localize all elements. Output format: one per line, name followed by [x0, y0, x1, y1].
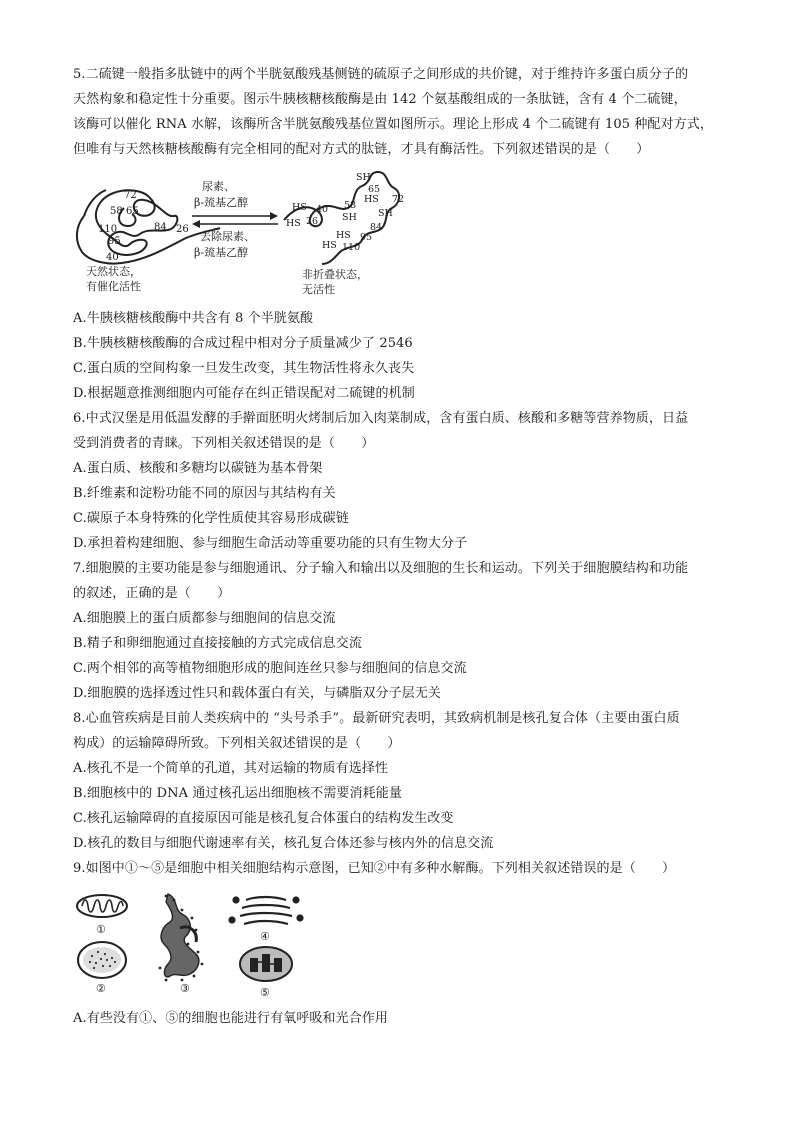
thiol-label: SH: [342, 212, 357, 223]
residue-label: 72: [392, 194, 405, 205]
residue-label: 72: [124, 190, 137, 201]
residue-label: 110: [342, 242, 361, 253]
q6-option-a: A.蛋白质、核酸和多糖均以碳链为基本骨架: [73, 461, 323, 476]
endoplasmic-reticulum-icon: [159, 894, 204, 981]
organelle-label-4: ④: [260, 930, 270, 943]
q5-stem-line-3: 该酶可以催化 RNA 水解，该酶所含半胱氨酸残基位置如图所示。理论上形成 4 个二硫键有 105 种配对方式，: [73, 117, 713, 132]
unfolded-residue-labels: [286, 172, 404, 253]
residue-label: 26: [306, 216, 319, 227]
residue-label: 84: [370, 222, 383, 233]
native-residue-numbers: [98, 190, 189, 263]
q7-option-d: D.细胞膜的选择透过性只和载体蛋白有关，与磷脂双分子层无关: [73, 686, 441, 701]
reaction-arrows: [192, 212, 278, 228]
residue-label: 26: [176, 224, 189, 235]
q8-option-a: A.核孔不是一个简单的孔道，其对运输的物质有选择性: [73, 761, 389, 776]
chloroplast-icon: [240, 947, 292, 981]
residue-label: 40: [106, 252, 119, 263]
lysosome-icon: [78, 942, 126, 978]
mitochondrion-icon: [77, 895, 127, 917]
organelle-label-2: ②: [96, 982, 106, 995]
residue-label: 84: [154, 222, 167, 233]
residue-label: 58: [110, 206, 123, 217]
organelle-label-5: ⑤: [260, 986, 270, 999]
q6-option-d: D.承担着构建细胞、参与细胞生命活动等重要功能的只有生物大分子: [73, 536, 468, 551]
q8-option-b: B.细胞核中的 DNA 通过核孔运出细胞核不需要消耗能量: [73, 786, 402, 801]
thiol-label: HS: [336, 230, 351, 241]
q7-option-a: A.细胞膜上的蛋白质都参与细胞间的信息交流: [73, 611, 336, 626]
residue-label: 95: [108, 236, 121, 247]
q9-option-a: A.有些没有①、⑤的细胞也能进行有氧呼吸和光合作用: [73, 1011, 389, 1026]
thiol-label: HS: [322, 240, 337, 251]
q5-stem-line-2: 天然构象和稳定性十分重要。图示牛胰核糖核酸酶是由 142 个氨基酸组成的一条肽链，含有 4 个二硫键，: [73, 92, 687, 107]
q6-stem-line-1: 6.中式汉堡是用低温发酵的手擀面胚明火烤制后加入肉菜制成，含有蛋白质、核酸和多糖等营养物质，日益: [73, 411, 689, 426]
organelle-label-3: ③: [180, 982, 190, 995]
q5-option-c: C.蛋白质的空间构象一旦发生改变，其生物活性将永久丧失: [73, 361, 415, 376]
organelle-label-1: ①: [96, 923, 106, 936]
residue-label: 58: [344, 200, 357, 211]
residue-label: 40: [316, 204, 329, 215]
q6-option-c: C.碳原子本身特殊的化学性质使其容易形成碳链: [73, 511, 349, 526]
q5-stem-line-1: 5.二硫键一般指多肽链中的两个半胱氨酸残基侧链的硫原子之间形成的共价键，对于维持许多蛋白质分子的: [73, 67, 689, 82]
residue-label: 65: [126, 206, 139, 217]
thiol-label: HS: [286, 218, 301, 229]
unfolded-state-caption-2: 无活性: [302, 283, 335, 296]
q8-stem-line-1: 8.心血管疾病是目前人类疾病中的 “头号杀手”。最新研究表明，其致病机制是核孔复合体（主要由蛋白质: [73, 711, 680, 726]
unfolded-state-caption-1: 非折叠状态，: [302, 268, 368, 281]
q9-organelles-figure: [70, 888, 330, 1000]
thiol-label: HS: [364, 194, 379, 205]
residue-label: 95: [360, 232, 373, 243]
thiol-label: SH: [378, 208, 393, 219]
q5-stem-line-4: 但唯有与天然核糖核酸酶有完全相同的配对方式的肽链，才具有酶活性。下列叙述错误的是（ ）: [73, 142, 650, 157]
q9-stem-line-1: 9.如图中①～⑤是细胞中相关细胞结构示意图，已知②中有多种水解酶。下列相关叙述错误的是（ ）: [73, 861, 676, 876]
residue-label: 65: [368, 184, 381, 195]
reverse-condition-2: β-巯基乙醇: [194, 246, 249, 259]
golgi-apparatus-icon: [230, 897, 303, 924]
native-state-caption-1: 天然状态，: [86, 265, 141, 278]
q6-stem-line-2: 受到消费者的青睐。下列相关叙述错误的是（ ）: [73, 436, 375, 451]
q7-stem-line-1: 7.细胞膜的主要功能是参与细胞通讯、分子输入和输出以及细胞的生长和运动。下列关于细胞膜结构和功能: [73, 561, 689, 576]
residue-label: 110: [98, 224, 118, 235]
forward-condition-2: β-巯基乙醇: [194, 196, 249, 209]
q5-ribonuclease-figure: [70, 168, 410, 300]
q5-option-b: B.牛胰核糖核酸酶的合成过程中相对分子质量减少了 2546: [73, 336, 413, 351]
thiol-label: SH: [356, 172, 371, 183]
q8-option-c: C.核孔运输障碍的直接原因可能是核孔复合体蛋白的结构发生改变: [73, 811, 454, 826]
q7-option-c: C.两个相邻的高等植物细胞形成的胞间连丝只参与细胞间的信息交流: [73, 661, 467, 676]
q6-option-b: B.纤维素和淀粉功能不同的原因与其结构有关: [73, 486, 336, 501]
thiol-label: HS: [292, 202, 307, 213]
q7-option-b: B.精子和卵细胞通过直接接触的方式完成信息交流: [73, 636, 362, 651]
reverse-condition-1: 去除尿素、: [200, 230, 255, 243]
q8-stem-line-2: 构成）的运输障碍所致。下列相关叙述错误的是（ ）: [73, 736, 401, 751]
q8-option-d: D.核孔的数目与细胞代谢速率有关，核孔复合体还参与核内外的信息交流: [73, 836, 494, 851]
native-state-caption-2: 有催化活性: [86, 280, 141, 293]
q5-option-a: A.牛胰核糖核酸酶中共含有 8 个半胱氨酸: [73, 311, 314, 326]
q5-option-d: D.根据题意推测细胞内可能存在纠正错误配对二硫键的机制: [73, 386, 415, 401]
q7-stem-line-2: 的叙述，正确的是（ ）: [73, 586, 231, 601]
forward-condition-1: 尿素、: [202, 180, 235, 193]
